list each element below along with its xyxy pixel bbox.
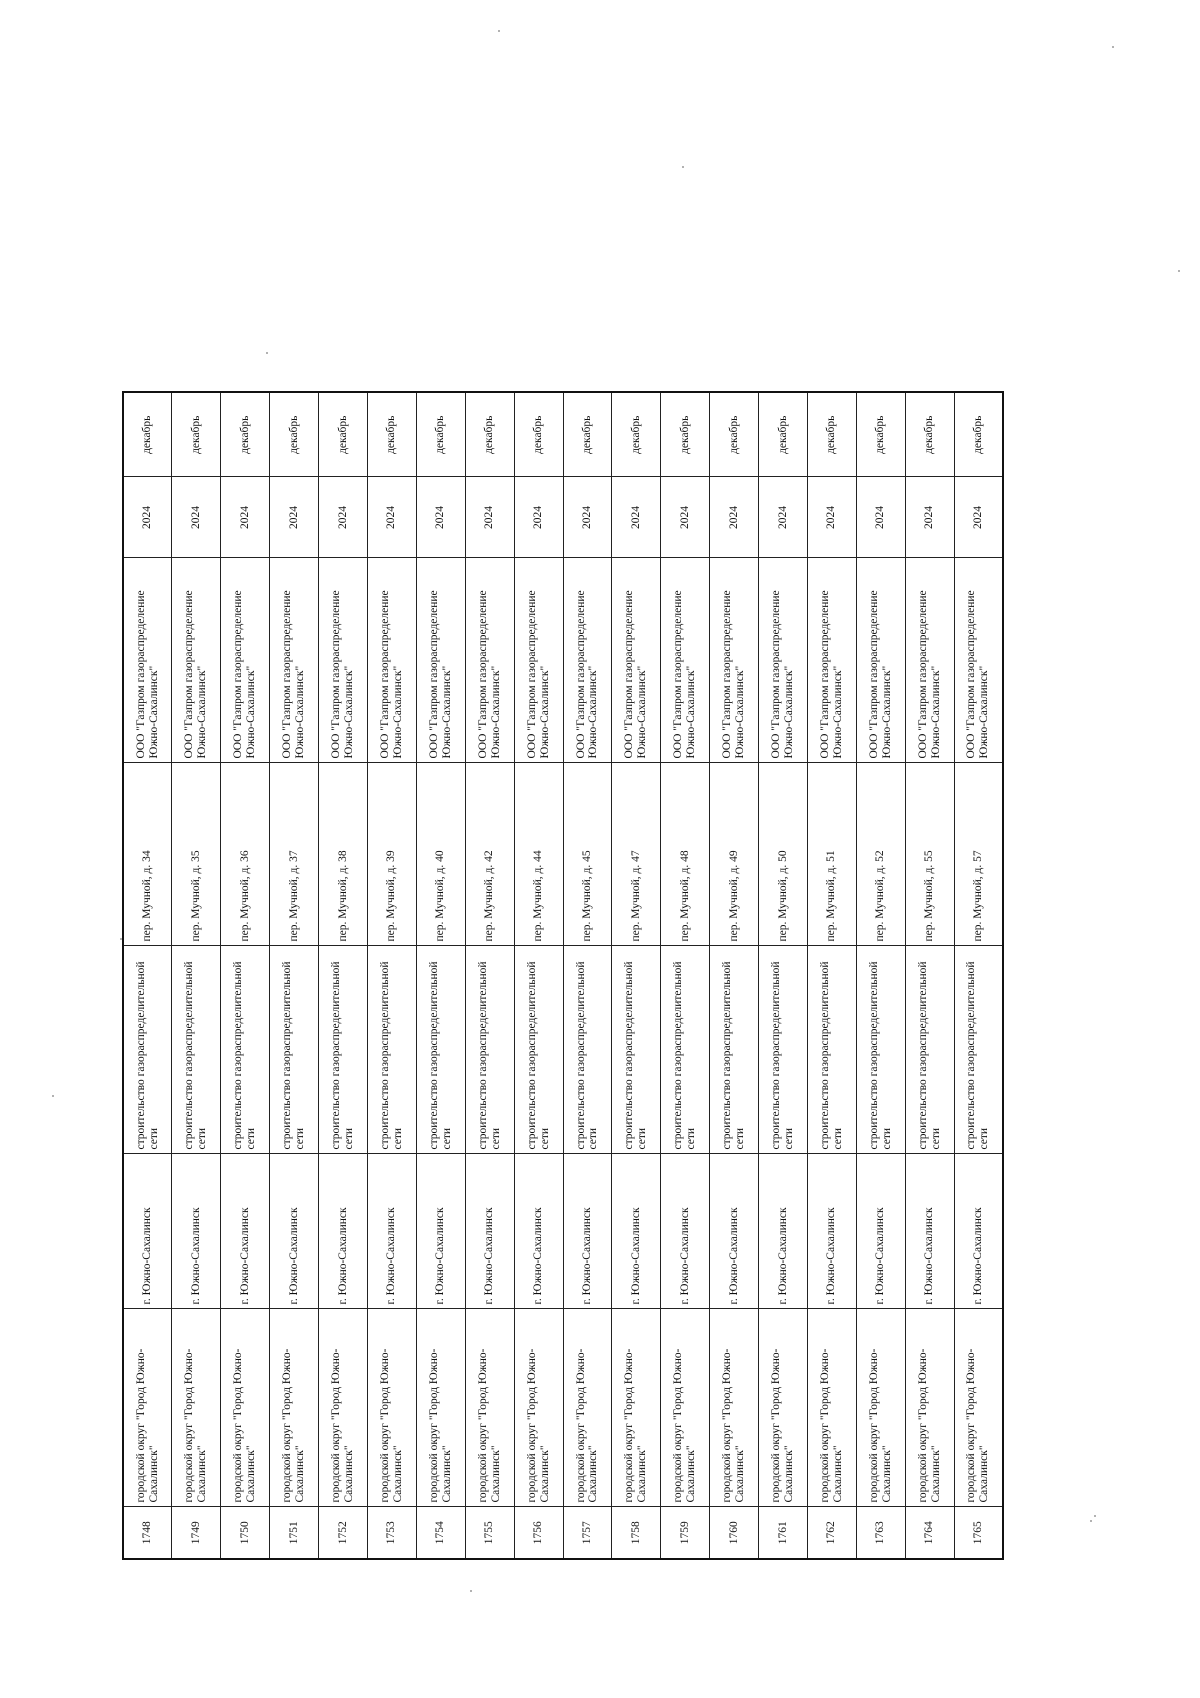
- row-number: 1756: [514, 1507, 563, 1559]
- address-cell: пер. Мучной, д. 45: [563, 763, 612, 946]
- year-cell: 2024: [661, 477, 710, 558]
- address-cell: пер. Мучной, д. 42: [465, 763, 514, 946]
- year-cell: 2024: [905, 477, 954, 558]
- table-row: [612, 392, 661, 1559]
- table-body: [123, 392, 1003, 1559]
- work-type-cell: строительство газораспределительной сети: [954, 946, 1003, 1154]
- scan-speck: [498, 30, 500, 32]
- work-type-cell: строительство газораспределительной сети: [367, 946, 416, 1154]
- table-row: [367, 392, 416, 1559]
- organization-cell: ООО "Газпром газораспределение Южно-Сахалинск": [612, 558, 661, 763]
- work-type-cell: строительство газораспределительной сети: [807, 946, 856, 1154]
- month-cell: декабрь: [759, 392, 808, 477]
- year-cell: 2024: [123, 477, 172, 558]
- month-cell: декабрь: [856, 392, 905, 477]
- work-type-cell: строительство газораспределительной сети: [221, 946, 270, 1154]
- row-number: 1752: [319, 1507, 368, 1559]
- row-number: 1749: [172, 1507, 221, 1559]
- organization-cell: ООО "Газпром газораспределение Южно-Сахалинск": [954, 558, 1003, 763]
- scan-speck: [1094, 1515, 1096, 1517]
- address-cell: пер. Мучной, д. 49: [710, 763, 759, 946]
- municipality-cell: городской округ "Город Южно-Сахалинск": [221, 1309, 270, 1507]
- organization-cell: ООО "Газпром газораспределение Южно-Сахалинск": [563, 558, 612, 763]
- address-cell: пер. Мучной, д. 44: [514, 763, 563, 946]
- address-cell: пер. Мучной, д. 35: [172, 763, 221, 946]
- city-cell: г. Южно-Сахалинск: [954, 1154, 1003, 1309]
- month-cell: декабрь: [221, 392, 270, 477]
- table-row: [221, 392, 270, 1559]
- work-type-cell: строительство газораспределительной сети: [905, 946, 954, 1154]
- organization-cell: ООО "Газпром газораспределение Южно-Сахалинск": [123, 558, 172, 763]
- organization-cell: ООО "Газпром газораспределение Южно-Сахалинск": [759, 558, 808, 763]
- address-cell: пер. Мучной, д. 39: [367, 763, 416, 946]
- month-cell: декабрь: [661, 392, 710, 477]
- table-row: [661, 392, 710, 1559]
- row-number: 1764: [905, 1507, 954, 1559]
- registry-table: [122, 391, 1004, 1560]
- table-row: [954, 392, 1003, 1559]
- month-cell: декабрь: [514, 392, 563, 477]
- row-number: 1750: [221, 1507, 270, 1559]
- scan-speck: [470, 1590, 472, 1592]
- work-type-cell: строительство газораспределительной сети: [759, 946, 808, 1154]
- scan-speck: [1090, 1520, 1092, 1522]
- month-cell: декабрь: [416, 392, 465, 477]
- work-type-cell: строительство газораспределительной сети: [710, 946, 759, 1154]
- address-cell: пер. Мучной, д. 38: [319, 763, 368, 946]
- row-number: 1753: [367, 1507, 416, 1559]
- municipality-cell: городской округ "Город Южно-Сахалинск": [465, 1309, 514, 1507]
- municipality-cell: городской округ "Город Южно-Сахалинск": [172, 1309, 221, 1507]
- organization-cell: ООО "Газпром газораспределение Южно-Сахалинск": [807, 558, 856, 763]
- year-cell: 2024: [612, 477, 661, 558]
- municipality-cell: городской округ "Город Южно-Сахалинск": [807, 1309, 856, 1507]
- organization-cell: ООО "Газпром газораспределение Южно-Сахалинск": [465, 558, 514, 763]
- month-cell: декабрь: [563, 392, 612, 477]
- month-cell: декабрь: [319, 392, 368, 477]
- work-type-cell: строительство газораспределительной сети: [856, 946, 905, 1154]
- organization-cell: ООО "Газпром газораспределение Южно-Сахалинск": [856, 558, 905, 763]
- month-cell: декабрь: [172, 392, 221, 477]
- organization-cell: ООО "Газпром газораспределение Южно-Сахалинск": [319, 558, 368, 763]
- address-cell: пер. Мучной, д. 34: [123, 763, 172, 946]
- year-cell: 2024: [514, 477, 563, 558]
- table-row: [856, 392, 905, 1559]
- year-cell: 2024: [710, 477, 759, 558]
- city-cell: г. Южно-Сахалинск: [514, 1154, 563, 1309]
- address-cell: пер. Мучной, д. 51: [807, 763, 856, 946]
- municipality-cell: городской округ "Город Южно-Сахалинск": [319, 1309, 368, 1507]
- row-number: 1748: [123, 1507, 172, 1559]
- row-number: 1751: [270, 1507, 319, 1559]
- table-row: [710, 392, 759, 1559]
- row-number: 1762: [807, 1507, 856, 1559]
- row-number: 1755: [465, 1507, 514, 1559]
- organization-cell: ООО "Газпром газораспределение Южно-Сахалинск": [514, 558, 563, 763]
- city-cell: г. Южно-Сахалинск: [563, 1154, 612, 1309]
- table-row: [416, 392, 465, 1559]
- month-cell: декабрь: [367, 392, 416, 477]
- work-type-cell: строительство газораспределительной сети: [416, 946, 465, 1154]
- city-cell: г. Южно-Сахалинск: [856, 1154, 905, 1309]
- organization-cell: ООО "Газпром газораспределение Южно-Сахалинск": [416, 558, 465, 763]
- scan-speck: [682, 166, 684, 168]
- organization-cell: ООО "Газпром газораспределение Южно-Сахалинск": [661, 558, 710, 763]
- city-cell: г. Южно-Сахалинск: [270, 1154, 319, 1309]
- city-cell: г. Южно-Сахалинск: [416, 1154, 465, 1309]
- address-cell: пер. Мучной, д. 50: [759, 763, 808, 946]
- month-cell: декабрь: [465, 392, 514, 477]
- organization-cell: ООО "Газпром газораспределение Южно-Сахалинск": [172, 558, 221, 763]
- year-cell: 2024: [465, 477, 514, 558]
- row-number: 1759: [661, 1507, 710, 1559]
- city-cell: г. Южно-Сахалинск: [905, 1154, 954, 1309]
- year-cell: 2024: [270, 477, 319, 558]
- work-type-cell: строительство газораспределительной сети: [172, 946, 221, 1154]
- month-cell: декабрь: [270, 392, 319, 477]
- table-row: [759, 392, 808, 1559]
- work-type-cell: строительство газораспределительной сети: [123, 946, 172, 1154]
- city-cell: г. Южно-Сахалинск: [661, 1154, 710, 1309]
- row-number: 1763: [856, 1507, 905, 1559]
- year-cell: 2024: [416, 477, 465, 558]
- table-row: [465, 392, 514, 1559]
- year-cell: 2024: [221, 477, 270, 558]
- municipality-cell: городской округ "Город Южно-Сахалинск": [954, 1309, 1003, 1507]
- row-number: 1761: [759, 1507, 808, 1559]
- city-cell: г. Южно-Сахалинск: [710, 1154, 759, 1309]
- row-number: 1757: [563, 1507, 612, 1559]
- address-cell: пер. Мучной, д. 57: [954, 763, 1003, 946]
- municipality-cell: городской округ "Город Южно-Сахалинск": [710, 1309, 759, 1507]
- address-cell: пер. Мучной, д. 47: [612, 763, 661, 946]
- city-cell: г. Южно-Сахалинск: [807, 1154, 856, 1309]
- address-cell: пер. Мучной, д. 40: [416, 763, 465, 946]
- scan-speck: [1112, 46, 1114, 48]
- table-row: [319, 392, 368, 1559]
- table-row: [905, 392, 954, 1559]
- municipality-cell: городской округ "Город Южно-Сахалинск": [661, 1309, 710, 1507]
- row-number: 1760: [710, 1507, 759, 1559]
- work-type-cell: строительство газораспределительной сети: [514, 946, 563, 1154]
- table-row: [514, 392, 563, 1559]
- table-row: [563, 392, 612, 1559]
- work-type-cell: строительство газораспределительной сети: [319, 946, 368, 1154]
- city-cell: г. Южно-Сахалинск: [319, 1154, 368, 1309]
- row-number: 1758: [612, 1507, 661, 1559]
- table-row: [270, 392, 319, 1559]
- municipality-cell: городской округ "Город Южно-Сахалинск": [514, 1309, 563, 1507]
- city-cell: г. Южно-Сахалинск: [172, 1154, 221, 1309]
- year-cell: 2024: [807, 477, 856, 558]
- month-cell: декабрь: [123, 392, 172, 477]
- organization-cell: ООО "Газпром газораспределение Южно-Сахалинск": [367, 558, 416, 763]
- year-cell: 2024: [319, 477, 368, 558]
- month-cell: декабрь: [710, 392, 759, 477]
- year-cell: 2024: [856, 477, 905, 558]
- municipality-cell: городской округ "Город Южно-Сахалинск": [367, 1309, 416, 1507]
- municipality-cell: городской округ "Город Южно-Сахалинск": [563, 1309, 612, 1507]
- work-type-cell: строительство газораспределительной сети: [465, 946, 514, 1154]
- city-cell: г. Южно-Сахалинск: [367, 1154, 416, 1309]
- municipality-cell: городской округ "Город Южно-Сахалинск": [612, 1309, 661, 1507]
- city-cell: г. Южно-Сахалинск: [465, 1154, 514, 1309]
- month-cell: декабрь: [807, 392, 856, 477]
- work-type-cell: строительство газораспределительной сети: [270, 946, 319, 1154]
- municipality-cell: городской округ "Город Южно-Сахалинск": [905, 1309, 954, 1507]
- municipality-cell: городской округ "Город Южно-Сахалинск": [416, 1309, 465, 1507]
- year-cell: 2024: [759, 477, 808, 558]
- address-cell: пер. Мучной, д. 55: [905, 763, 954, 946]
- organization-cell: ООО "Газпром газораспределение Южно-Сахалинск": [905, 558, 954, 763]
- municipality-cell: городской округ "Город Южно-Сахалинск": [759, 1309, 808, 1507]
- address-cell: пер. Мучной, д. 37: [270, 763, 319, 946]
- organization-cell: ООО "Газпром газораспределение Южно-Сахалинск": [221, 558, 270, 763]
- address-cell: пер. Мучной, д. 48: [661, 763, 710, 946]
- city-cell: г. Южно-Сахалинск: [221, 1154, 270, 1309]
- row-number: 1754: [416, 1507, 465, 1559]
- address-cell: пер. Мучной, д. 52: [856, 763, 905, 946]
- month-cell: декабрь: [905, 392, 954, 477]
- work-type-cell: строительство газораспределительной сети: [661, 946, 710, 1154]
- municipality-cell: городской округ "Город Южно-Сахалинск": [856, 1309, 905, 1507]
- month-cell: декабрь: [612, 392, 661, 477]
- municipality-cell: городской округ "Город Южно-Сахалинск": [270, 1309, 319, 1507]
- table-row: [172, 392, 221, 1559]
- organization-cell: ООО "Газпром газораспределение Южно-Сахалинск": [710, 558, 759, 763]
- table-row: [123, 392, 172, 1559]
- scan-speck: [266, 352, 268, 354]
- year-cell: 2024: [172, 477, 221, 558]
- row-number: 1765: [954, 1507, 1003, 1559]
- month-cell: декабрь: [954, 392, 1003, 477]
- scan-speck: [1178, 270, 1180, 272]
- city-cell: г. Южно-Сахалинск: [123, 1154, 172, 1309]
- organization-cell: ООО "Газпром газораспределение Южно-Сахалинск": [270, 558, 319, 763]
- address-cell: пер. Мучной, д. 36: [221, 763, 270, 946]
- year-cell: 2024: [954, 477, 1003, 558]
- year-cell: 2024: [563, 477, 612, 558]
- year-cell: 2024: [367, 477, 416, 558]
- table-row: [807, 392, 856, 1559]
- city-cell: г. Южно-Сахалинск: [759, 1154, 808, 1309]
- municipality-cell: городской округ "Город Южно-Сахалинск": [123, 1309, 172, 1507]
- rotated-table-container: [122, 393, 1002, 1560]
- work-type-cell: строительство газораспределительной сети: [563, 946, 612, 1154]
- city-cell: г. Южно-Сахалинск: [612, 1154, 661, 1309]
- work-type-cell: строительство газораспределительной сети: [612, 946, 661, 1154]
- scan-speck: [52, 1095, 54, 1097]
